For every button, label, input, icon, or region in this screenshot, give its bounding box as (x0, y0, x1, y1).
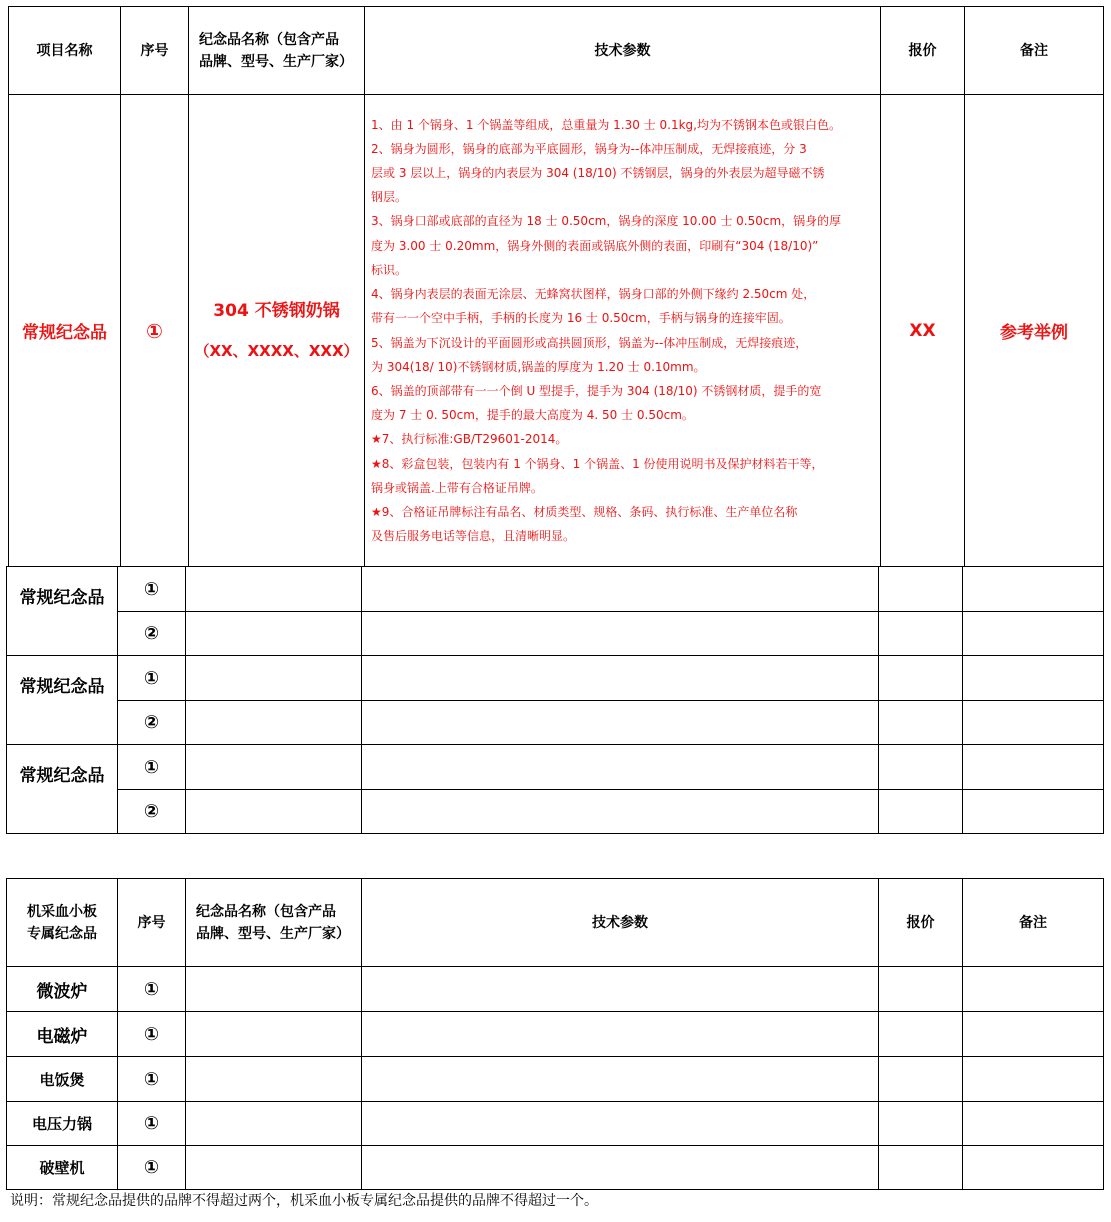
t2-item-name: 电磁炉 (7, 1012, 118, 1057)
cell-remark[interactable] (963, 1146, 1104, 1190)
t2-header-price: 报价 (879, 879, 963, 967)
cell-tech[interactable] (362, 701, 879, 745)
cell-price[interactable] (879, 612, 963, 656)
cell-tech[interactable] (362, 1057, 879, 1102)
cell-tech[interactable] (362, 1146, 879, 1190)
regular-table (6, 566, 1104, 834)
tech-line: 1、由 1 个锅身、1 个锅盖等组成，总重量为 1.30 士 0.1kg,均为不锈钢本色或银白色。 (371, 117, 841, 132)
table-row (7, 567, 1104, 612)
tech-line: ★7、执行标准:GB/T29601-2014。 (371, 432, 568, 447)
cell-product[interactable] (186, 1012, 362, 1057)
cell-product[interactable] (186, 1146, 362, 1190)
header-seq: 序号 (121, 7, 189, 95)
table-row (7, 790, 1104, 834)
cell-tech[interactable] (362, 790, 879, 834)
cell-remark[interactable] (963, 1102, 1104, 1146)
cell-product[interactable] (186, 745, 362, 790)
group-seq: ② (118, 612, 186, 656)
tech-line: 度为 7 士 0. 50cm，提手的最大高度为 4. 50 士 0.50cm。 (371, 408, 694, 423)
t2-header-seq: 序号 (118, 879, 186, 967)
cell-remark[interactable] (963, 967, 1104, 1012)
cell-product[interactable] (186, 701, 362, 745)
tech-line: 锅身或锅盖.上带有合格证吊牌。 (371, 480, 543, 495)
platelet-table (6, 878, 1104, 1190)
example-tech-params (365, 95, 881, 567)
table-row (7, 1012, 1104, 1057)
group-category: 常规纪念品 (7, 567, 118, 656)
header-tech: 技术参数 (365, 7, 881, 95)
group-seq: ① (118, 656, 186, 701)
tech-line: 带有一一个空中手柄，手柄的长度为 16 士 0.50cm，手柄与锅身的连接牢固。 (371, 311, 791, 326)
t2-item-seq: ① (118, 1012, 186, 1057)
cell-tech[interactable] (362, 1012, 879, 1057)
group-seq: ① (118, 567, 186, 612)
tech-line: 为 304(18/ 10)不锈钢材质,锅盖的厚度为 1.20 士 0.10mm。 (371, 359, 706, 374)
tech-line: 及售后服务电话等信息，且清晰明显。 (371, 529, 576, 544)
cell-tech[interactable] (362, 567, 879, 612)
header-price: 报价 (881, 7, 965, 95)
table-row (7, 1146, 1104, 1190)
cell-product[interactable] (186, 656, 362, 701)
example-product-name: 304 不锈钢奶锅 (213, 300, 340, 321)
cell-product[interactable] (186, 790, 362, 834)
example-category: 常规纪念品 (9, 95, 121, 567)
group-category: 常规纪念品 (7, 745, 118, 834)
table-row (7, 745, 1104, 790)
tech-line: 层或 3 层以上，锅身的内表层为 304 (18/10) 不锈钢层，锅身的外表层为超导磁不锈 (371, 166, 825, 181)
cell-remark[interactable] (963, 701, 1104, 745)
cell-product[interactable] (186, 1057, 362, 1102)
footnote: 说明：常规纪念品提供的品牌不得超过两个，机采血小板专属纪念品提供的品牌不得超过一个。 (10, 1193, 598, 1209)
header-remark: 备注 (965, 7, 1104, 95)
cell-price[interactable] (879, 1057, 963, 1102)
cell-tech[interactable] (362, 612, 879, 656)
t2-header-project-line1: 机采血小板 (27, 903, 97, 920)
tech-line: ★8、彩盒包装，包装内有 1 个锅身、1 个锅盖、1 份使用说明书及保护材料若干等， (371, 456, 824, 471)
cell-price[interactable] (879, 790, 963, 834)
cell-price[interactable] (879, 701, 963, 745)
t2-header-product-name-line1: 纪念品名称（包含产品 (196, 903, 336, 920)
cell-price[interactable] (879, 745, 963, 790)
cell-remark[interactable] (963, 1012, 1104, 1057)
t2-item-name: 电压力锅 (7, 1102, 118, 1146)
cell-remark[interactable] (963, 790, 1104, 834)
tech-line: ★9、合格证吊牌标注有品名、材质类型、规格、条码、执行标准、生产单位名称 (371, 504, 798, 519)
cell-remark[interactable] (963, 612, 1104, 656)
header-row (9, 7, 1104, 95)
cell-product[interactable] (186, 967, 362, 1012)
t2-item-name: 破壁机 (7, 1146, 118, 1190)
tech-line: 3、锅身口部或底部的直径为 18 士 0.50cm，锅身的深度 10.00 士 0.50cm，锅身的厚 (371, 214, 842, 229)
tech-line: 度为 3.00 士 0.20mm，锅身外侧的表面或锅底外侧的表面，印刷有“304 (18/10)” (371, 238, 819, 253)
group-category: 常规纪念品 (7, 656, 118, 745)
t2-header-remark: 备注 (963, 879, 1104, 967)
cell-product[interactable] (186, 1102, 362, 1146)
cell-price[interactable] (879, 567, 963, 612)
header-product-name-line2: 品牌、型号、生产厂家） (199, 53, 353, 70)
t2-item-seq: ① (118, 1102, 186, 1146)
t2-item-seq: ① (118, 1057, 186, 1102)
header-project: 项目名称 (9, 7, 121, 95)
tech-line: 标识。 (371, 262, 408, 277)
table-row (7, 1057, 1104, 1102)
header-product-name-line1: 纪念品名称（包含产品 (199, 31, 339, 48)
cell-product[interactable] (186, 567, 362, 612)
example-price: XX (881, 95, 965, 567)
t2-header-product-name-line2: 品牌、型号、生产厂家） (196, 925, 350, 942)
cell-product[interactable] (186, 612, 362, 656)
t2-header-product-name (186, 879, 362, 967)
header-row (7, 879, 1104, 967)
example-product-cell (189, 95, 365, 567)
tech-line: 2、锅身为圆形，锅身的底部为平底圆形，锅身为--体冲压制成，无焊接痕迹，分 3 (371, 141, 807, 156)
example-table (8, 6, 1104, 567)
tech-line: 6、锅盖的顶部带有一一个倒 U 型提手，提手为 304 (18/10) 不锈钢材质，提手的宽 (371, 383, 822, 398)
group-seq: ② (118, 701, 186, 745)
cell-remark[interactable] (963, 1057, 1104, 1102)
cell-remark[interactable] (963, 745, 1104, 790)
cell-tech[interactable] (362, 656, 879, 701)
t2-header-tech: 技术参数 (362, 879, 879, 967)
cell-price[interactable] (879, 1146, 963, 1190)
group-seq: ① (118, 745, 186, 790)
cell-tech[interactable] (362, 1102, 879, 1146)
table-row (7, 1102, 1104, 1146)
example-remark: 参考举例 (965, 95, 1104, 567)
table-row (7, 656, 1104, 701)
cell-tech[interactable] (362, 745, 879, 790)
t2-item-name: 微波炉 (7, 967, 118, 1012)
group-seq: ② (118, 790, 186, 834)
tech-line: 钢层。 (371, 190, 408, 205)
header-product-name (189, 7, 365, 95)
t2-item-seq: ① (118, 967, 186, 1012)
cell-price[interactable] (879, 1012, 963, 1057)
t2-item-seq: ① (118, 1146, 186, 1190)
table-row (7, 967, 1104, 1012)
table-row (7, 701, 1104, 745)
t2-header-project (7, 879, 118, 967)
cell-price[interactable] (879, 967, 963, 1012)
cell-tech[interactable] (362, 967, 879, 1012)
tech-line: 5、锅盖为下沉设计的平面圆形或高拱圆顶形，锅盖为--体冲压制成，无焊接痕迹， (371, 335, 808, 350)
table-row (7, 612, 1104, 656)
cell-remark[interactable] (963, 567, 1104, 612)
cell-remark[interactable] (963, 656, 1104, 701)
tech-line: 4、锅身内表层的表面无涂层、无蜂窝状图样，锅身口部的外侧下缘约 2.50cm 处， (371, 287, 816, 302)
example-seq: ① (121, 95, 189, 567)
t2-item-name: 电饭煲 (7, 1057, 118, 1102)
cell-price[interactable] (879, 1102, 963, 1146)
example-row (9, 95, 1104, 567)
t2-header-project-line2: 专属纪念品 (27, 925, 97, 942)
cell-price[interactable] (879, 656, 963, 701)
example-product-brand: （XX、XXXX、XXX） (194, 341, 359, 360)
